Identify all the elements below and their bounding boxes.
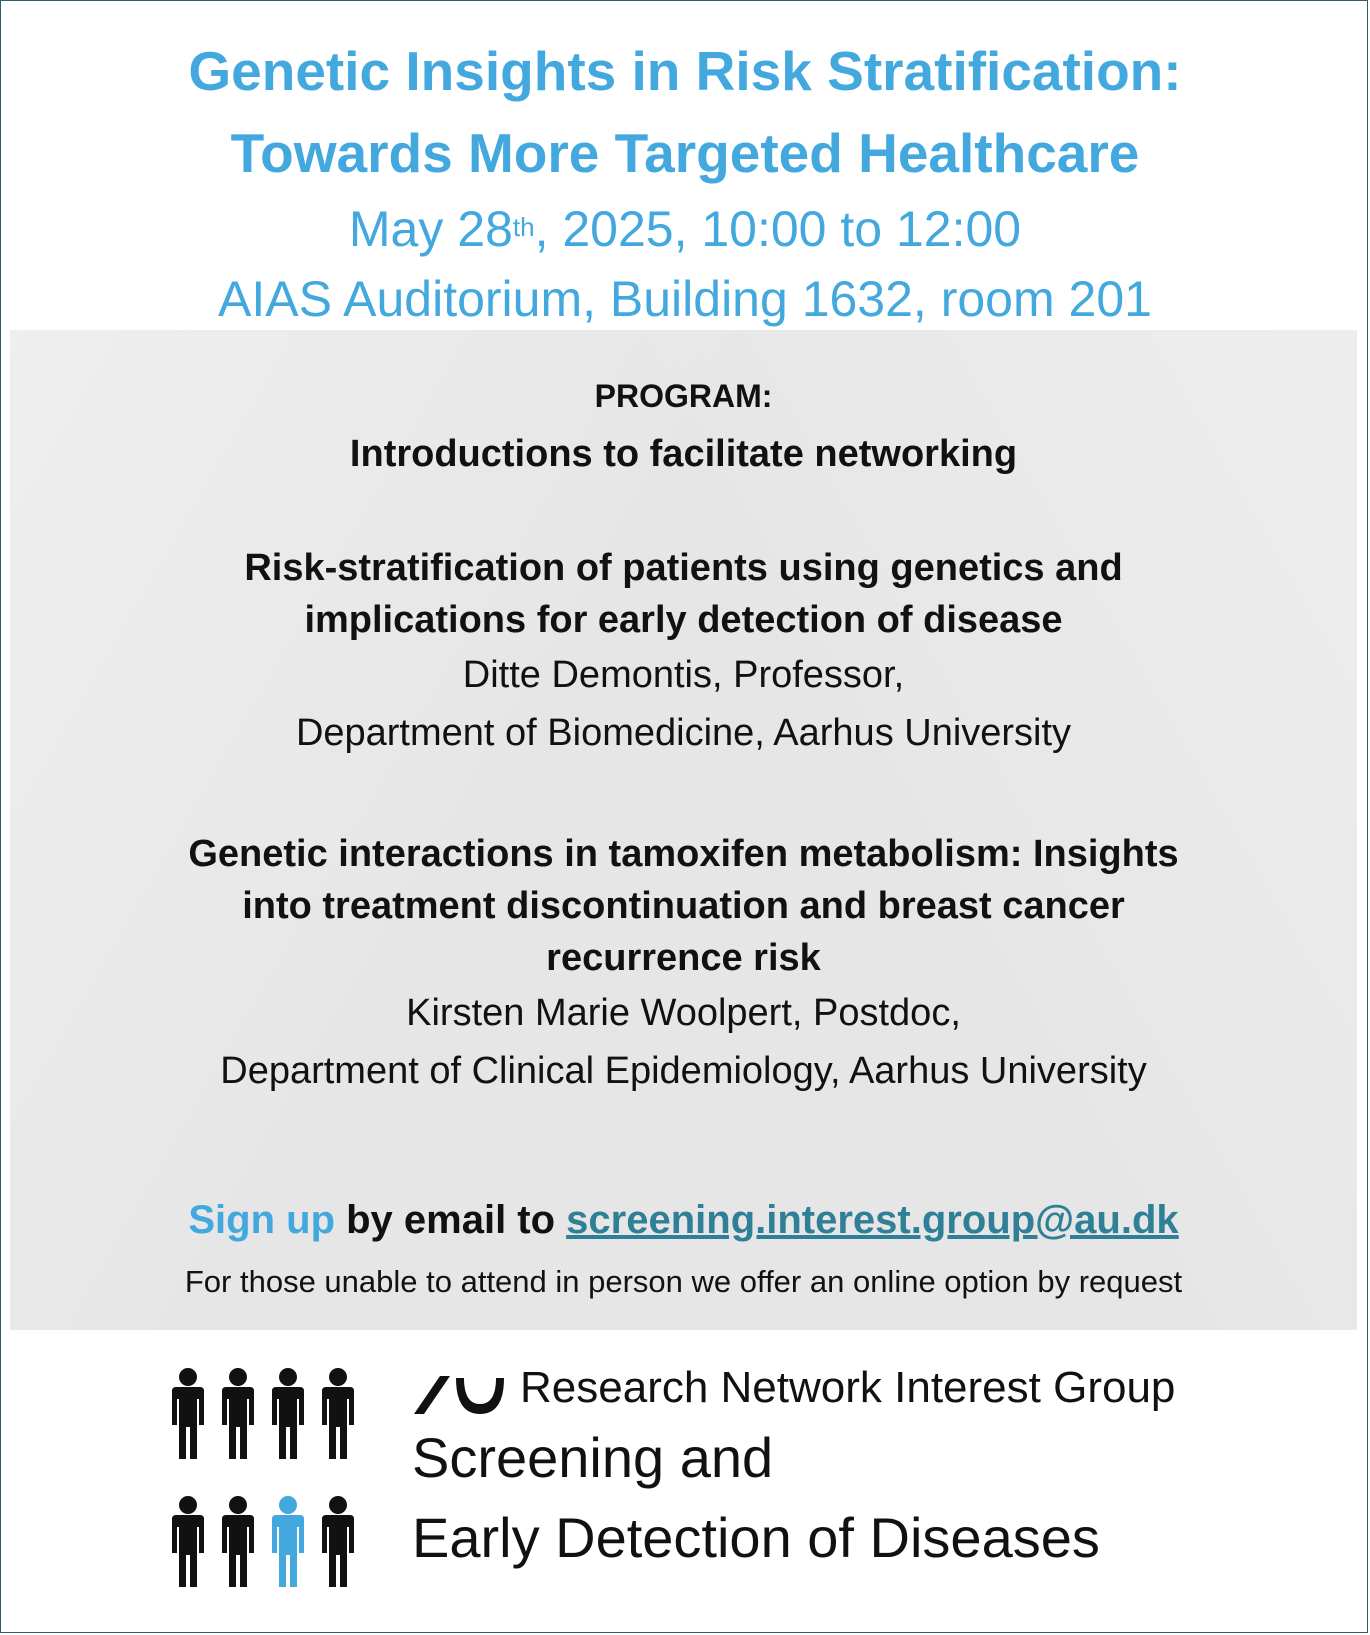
signup-line [10,1198,1357,1243]
person-icon [322,1368,354,1459]
person-icon [322,1496,354,1587]
signup-text: by email to [335,1198,567,1242]
person-icon [222,1368,254,1459]
person-icon [222,1496,254,1587]
signup-email-link[interactable]: screening.interest.group@au.dk [566,1198,1179,1242]
network-name: Research Network Interest Group [520,1363,1176,1412]
program-intro-text: Introductions to facilitate networking [349,433,1018,475]
talk-2-affiliation: Department of Clinical Epidemiology, Aarhus University [220,1050,1147,1092]
talk-2 [10,828,1357,1100]
program-label: PROGRAM: [594,378,773,414]
program-intro [10,428,1357,480]
event-title-line1: Genetic Insights in Risk Stratification: [188,40,1182,102]
group-name-line2: Early Detection of Diseases [412,1506,1100,1569]
talk-1 [10,542,1357,762]
online-note: For those unable to attend in person we offer an online option by request [184,1264,1183,1299]
person-icon [272,1368,304,1459]
person-icon [172,1496,204,1587]
event-date-sup: th [512,212,535,242]
event-title-line2: Towards More Targeted Healthcare [230,122,1140,184]
event-location: AIAS Auditorium, Building 1632, room 201 [218,271,1152,327]
au-logo-icon [410,1370,510,1418]
group-name-line1: Screening and [412,1426,774,1489]
talk-1-speaker: Ditte Demontis, Professor, [462,654,905,696]
talk-2-title-line1: Genetic interactions in tamoxifen metabolism: Insights [188,833,1179,875]
talk-2-speaker: Kirsten Marie Woolpert, Postdoc, [406,992,961,1034]
person-highlight-icon [272,1496,304,1587]
signup-accent: Sign up [188,1198,335,1242]
person-icon [172,1368,204,1459]
talk-2-title-line3: recurrence risk [546,937,821,979]
event-date-prefix: May 28 [348,201,513,257]
talk-1-title-line2: implications for early detection of disease [304,599,1063,641]
event-date-suffix: , 2025, 10:00 to 12:00 [534,201,1022,257]
program-panel [10,330,1357,1330]
footer-logo [0,1355,1370,1635]
talk-1-affiliation: Department of Biomedicine, Aarhus University [295,712,1072,754]
talk-2-title-line2: into treatment discontinuation and breast cancer [242,885,1125,927]
event-date [0,194,1370,264]
event-header [0,30,1370,334]
talk-1-title-line1: Risk-stratification of patients using genetics and [244,547,1123,589]
people-group-icon [168,1367,368,1602]
